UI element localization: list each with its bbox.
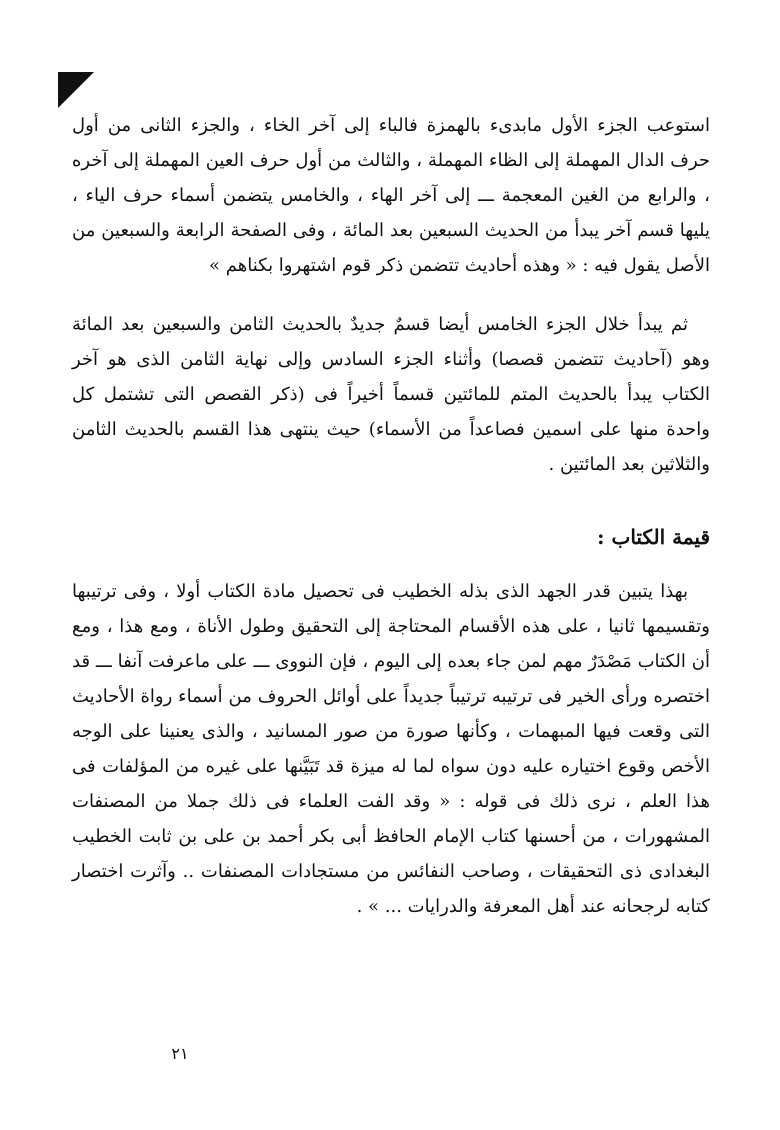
paragraph-volumes-contents: استوعب الجزء الأول مابدىء بالهمزة فالباء إلى آخر الخاء ، والجزء الثانى من أول حرف الدال المهملة إلى الظاء المهملة ، والثالث من أول حرف العين المهملة إلى آخره ، والرابع من الغين المعجمة ـــ إلى آخر الهاء ، والخامس يتضمن أسماء حرف الياء ، يليها قسم آخر يبدأ من الحديث السبعين بعد المائة ، وفى الصفحة الرابعة والسبعين من الأصل يقول فيه : « وهذه أحاديث تتضمن ذكر قوم اشتهروا بكناهم » bbox=[72, 115, 710, 276]
section-heading-book-value: قيمة الكتاب : bbox=[597, 525, 710, 549]
page-number: ٢١ bbox=[171, 1044, 189, 1063]
corner-triangle-mark bbox=[58, 72, 94, 108]
page-body bbox=[72, 108, 710, 924]
paragraph-book-value: بهذا يتبين قدر الجهد الذى بذله الخطيب فى تحصيل مادة الكتاب أولا ، وفى ترتيبها وتقسيمها ثانيا ، على هذه الأقسام المحتاجة إلى التحقيق وطول الأناة ، ومع هذا ، ومع أن الكتاب مَصْدَرٌ مهم لمن جاء بعده إلى اليوم ، فإن النووى ـــ على ماعرفت آنفا ـــ قد اختصره ورأى الخير فى ترتيبه ترتيباً جديداً على أوائل الحروف من أسماء رواة الأحاديث التى وقعت فيها المبهمات ، وكأنها صورة من صور المسانيد ، والذى يعنينا على الوجه الأخص وقوع اختياره عليه دون سواه لما له ميزة قد تَبَيَّنها على غيره من المؤلفات فى هذا العلم ، نرى ذلك فى قوله : « وقد الفت العلماء فى ذلك جملا من المصنفات المشهورات ، من أحسنها كتاب الإمام الحافظ أبى بكر أحمد بن على بن ثابت الخطيب البغدادى ذى التحقيقات ، وصاحب النفائس من مستجادات المصنفات .. وآثرت اختصار كتابه لرجحانه عند أهل المعرفة والدرايات ... » . bbox=[72, 581, 710, 917]
paragraph-fifth-volume-section: ثم يبدأ خلال الجزء الخامس أيضا قسمٌ جديدٌ بالحديث الثامن والسبعين بعد المائة وهو (آحاديث تتضمن قصصا) وأثناء الجزء السادس وإلى نهاية الثامن الذى هو آخر الكتاب يبدأ بالحديث المتم للمائتين قسماً أخيراً فى (ذكر القصص التى تشتمل كل واحدة منها على اسمين فصاعداً من الأسماء) حيث ينتهى هذا القسم بالحديث الثامن والثلاثين بعد المائتين . bbox=[72, 314, 710, 475]
